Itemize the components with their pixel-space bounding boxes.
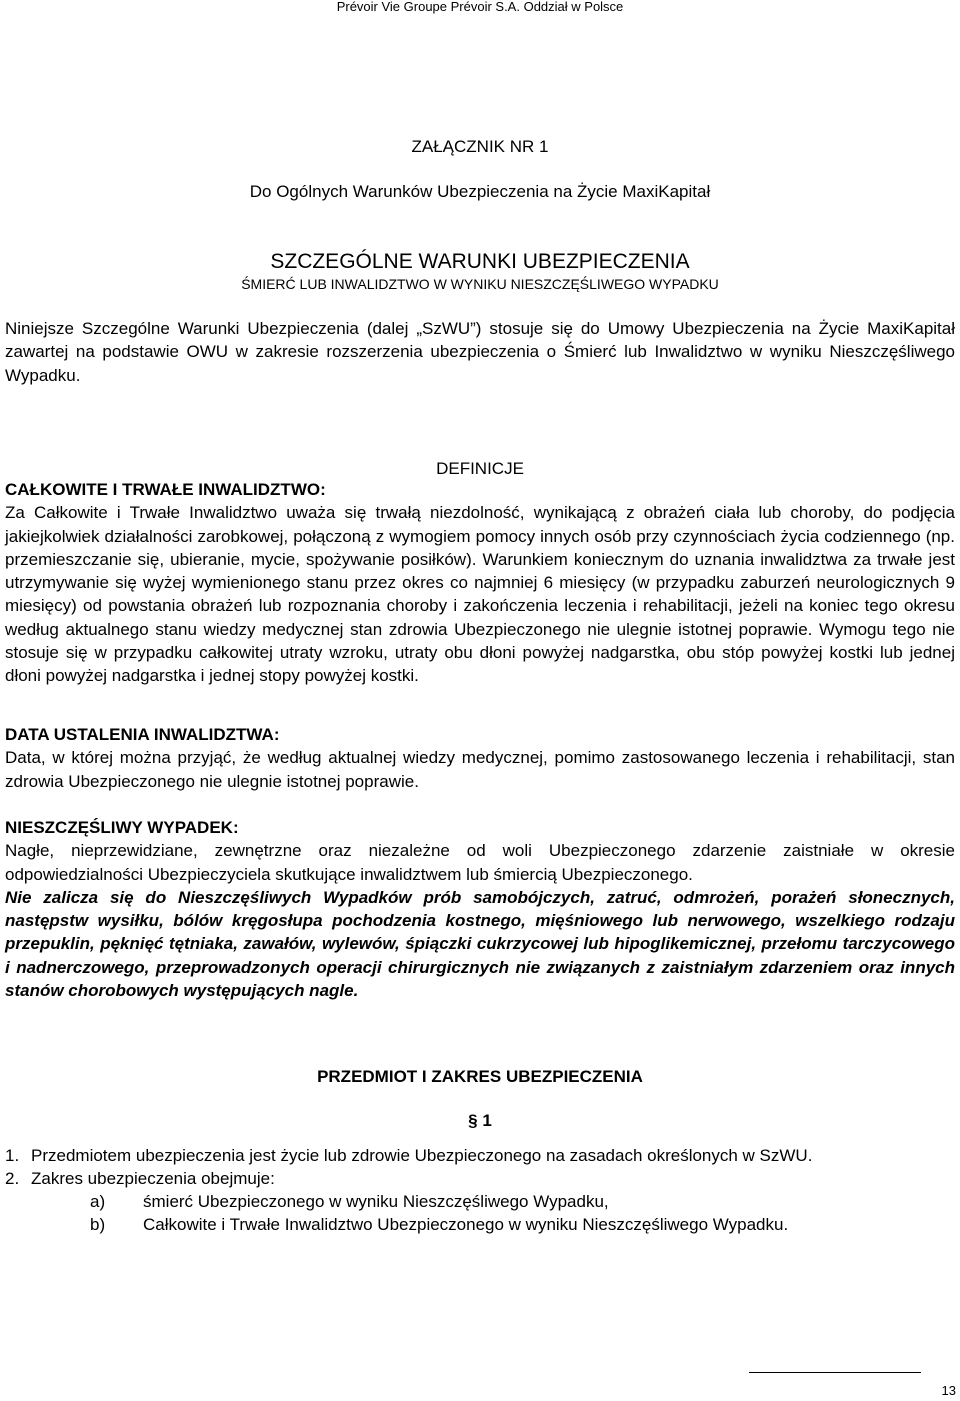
definitions-heading: DEFINICJE <box>436 459 524 478</box>
scope-title: ŚMIERĆ LUB INWALIDZTWO W WYNIKU NIESZCZĘŚLIWEGO WYPADKU <box>241 276 719 292</box>
list-item <box>5 1167 955 1190</box>
definition-term: NIESZCZĘŚLIWY WYPADEK: <box>5 818 239 837</box>
list-item <box>5 1144 955 1167</box>
sub-list-text: Całkowite i Trwałe Inwalidztwo Ubezpieczonego w wyniku Nieszczęśliwego Wypadku. <box>143 1215 789 1234</box>
definition-total-disability <box>5 478 955 688</box>
list-item-number: 1. <box>5 1146 20 1165</box>
sub-list-text: śmierć Ubezpieczonego w wyniku Nieszczęśliwego Wypadku, <box>143 1192 609 1211</box>
footnote-divider <box>749 1372 921 1373</box>
sub-list-mark: a) <box>90 1192 106 1211</box>
annex-title: ZAŁĄCZNIK NR 1 <box>411 137 549 156</box>
definition-term: CAŁKOWITE I TRWAŁE INWALIDZTWO: <box>5 480 326 499</box>
definition-accident <box>5 816 955 1002</box>
list-item-text: Przedmiotem ubezpieczenia jest życie lub zdrowie Ubezpieczonego na zasadach określonych w SzWU. <box>31 1146 813 1165</box>
general-terms-title: Do Ogólnych Warunków Ubezpieczenia na Życie MaxiKapitał <box>249 182 711 201</box>
definition-disability-date <box>5 723 955 793</box>
subject-heading: PRZEDMIOT I ZAKRES UBEZPIECZENIA <box>317 1067 643 1086</box>
subject-list <box>5 1144 955 1191</box>
definition-text: Nagłe, nieprzewidziane, zewnętrzne oraz niezależne od woli Ubezpieczonego zdarzenie zaistniałe w okresie odpowiedzialności Ubezpieczyciela skutkujące inwalidztwem lub śmiercią Ubezpieczonego. <box>5 841 955 884</box>
definition-text: Data, w której można przyjąć, że według aktualnej wiedzy medycznej, pomimo zastosowanego leczenia i rehabilitacji, stan zdrowia Ubezpieczonego nie ulegnie istotnej poprawie. <box>5 748 955 791</box>
paragraph-number: § 1 <box>468 1111 492 1130</box>
definition-term: DATA USTALENIA INWALIDZTWA: <box>5 725 280 744</box>
company-header: Prévoir Vie Groupe Prévoir S.A. Oddział w Polsce <box>336 0 624 14</box>
sub-list-item <box>90 1213 788 1236</box>
definition-text: Za Całkowite i Trwałe Inwalidztwo uważa się trwałą niezdolność, wynikającą z obrażeń ciała lub choroby, do podjęcia jakiejkolwiek działalności zarobkowej, połączoną z wymogiem pomocy innych osób przy czynnościach życia codziennego (np. przemieszczanie się, ubieranie, mycie, spożywanie posiłków). Warunkiem koniecznym do uznania inwalidztwa za trwałe jest utrzymywanie się wyżej wymienionego stanu przez okres co najmniej 6 miesięcy (w przypadku zaburzeń neurologicznych 9 miesięcy) od powstania obrażeń lub rozpoznania choroby i zakończenia leczenia i rehabilitacji, jeżeli na koniec tego okresu według aktualnego stanu wiedzy medycznej stan zdrowia Ubezpieczonego nie ulegnie istotnej poprawie. Wymogu tego nie stosuje się w przypadku całkowitej utraty wzroku, utraty obu dłoni powyżej nadgarstka, obu stóp powyżej kostki lub jednej dłoni powyżej nadgarstka i jednej stopy powyżej kostki. <box>5 503 955 686</box>
sub-list-item <box>90 1190 609 1213</box>
page-number: 13 <box>941 1383 956 1398</box>
special-terms-title: SZCZEGÓLNE WARUNKI UBEZPIECZENIA <box>270 250 690 273</box>
sub-list-mark: b) <box>90 1215 106 1234</box>
list-item-number: 2. <box>5 1169 20 1189</box>
accident-exclusion: Nie zalicza się do Nieszczęśliwych Wypadków prób samobójczych, zatruć, odmrożeń, porażeń słonecznych, następstw wysiłku, bólów kręgosłupa pochodzenia kostnego, mięśniowego lub nerwowego, wszelkiego rodzaju przepuklin, pęknięć tętniaka, zawałów, wylewów, śpiączki cukrzycowej lub hipoglikemicznej, przełomu tarczycowego i nadnerczowego, przeprowadzonych operacji chirurgicznych nie związanych z zaistniałym zdarzeniem oraz innych stanów chorobowych występujących nagle. <box>5 887 955 1001</box>
intro-paragraph: Niniejsze Szczególne Warunki Ubezpieczenia (dalej „SzWU”) stosuje się do Umowy Ubezpieczenia na Życie MaxiKapitał zawartej na podstawie OWU w zakresie rozszerzenia ubezpieczenia o Śmierć lub Inwalidztwo w wyniku Nieszczęśliwego Wypadku. <box>5 319 955 385</box>
list-item-text: Zakres ubezpieczenia obejmuje: <box>31 1169 275 1189</box>
